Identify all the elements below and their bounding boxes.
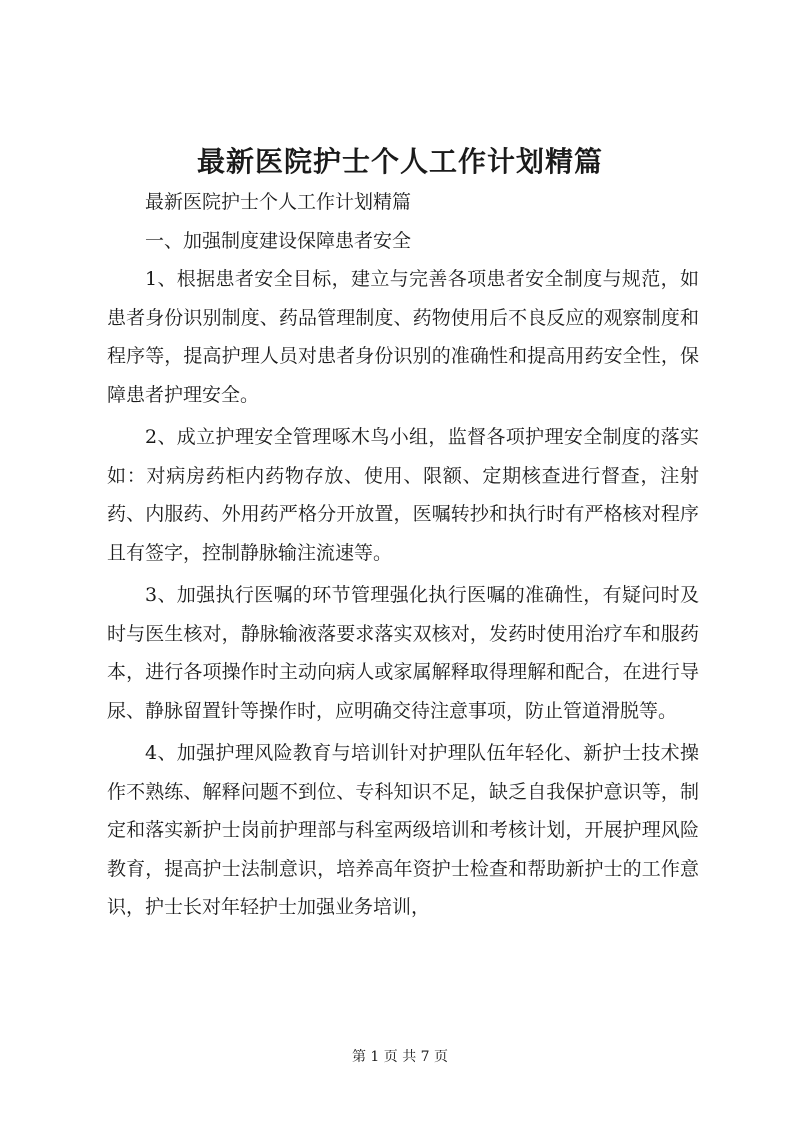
page-footer: 第 1 页 共 7 页 [351, 1049, 449, 1065]
document-title: 最新医院护士个人工作计划精篇 [196, 145, 603, 178]
paragraph-section-heading: 一、加强制度建设保障患者安全 [145, 229, 412, 252]
paragraph-item-2: 2、成立护理安全管理啄木鸟小组，监督各项护理安全制度的落实如：对病房药柜内药物存放、使用、限额、定期核查进行督查，注射药、内服药、外用药严格分开放置，医嘱转抄和执行时有严格核对程序且有签字，控制静脉输注流速等。 [107, 426, 699, 564]
paragraph-item-4: 4、加强护理风险教育与培训针对护理队伍年轻化、新护士技术操作不熟练、解释问题不到位、专科知识不足，缺乏自我保护意识等，制定和落实新护士岗前护理部与科室两级培训和考核计划，开展护理风险教育，提高护士法制意识，培养高年资护士检查和帮助新护士的工作意识，护士长对年轻护士加强业务培训， [107, 742, 699, 918]
paragraph-item-1: 1、根据患者安全目标，建立与完善各项患者安全制度与规范，如患者身份识别制度、药品管理制度、药物使用后不良反应的观察制度和程序等，提高护理人员对患者身份识别的准确性和提高用药安全性，保障患者护理安全。 [107, 268, 699, 406]
paragraph-item-3: 3、加强执行医嘱的环节管理强化执行医嘱的准确性，有疑问时及时与医生核对，静脉输液落要求落实双核对，发药时使用治疗车和服药本，进行各项操作时主动向病人或家属解释取得理解和配合，在进行导尿、静脉留置针等操作时，应明确交待注意事项，防止管道滑脱等。 [107, 584, 699, 722]
paragraph-subtitle: 最新医院护士个人工作计划精篇 [145, 191, 412, 213]
document-body [107, 183, 699, 927]
